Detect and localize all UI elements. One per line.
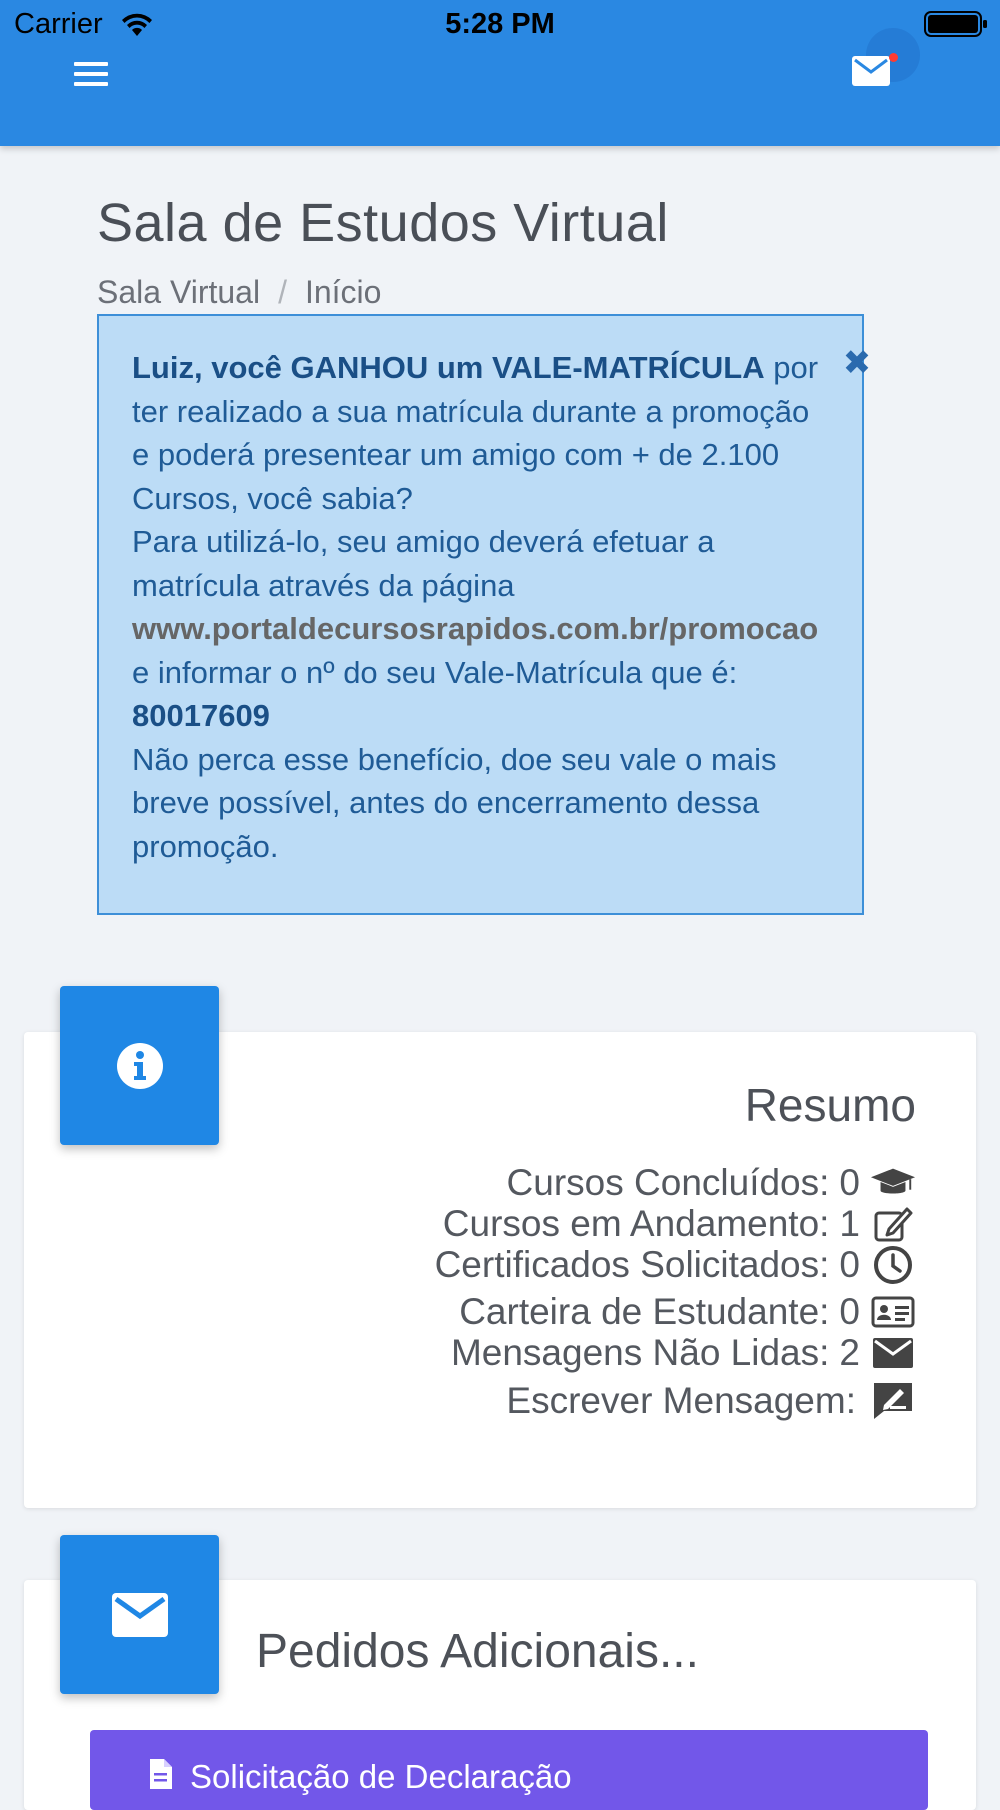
envelope-icon: [60, 1535, 219, 1694]
close-icon[interactable]: ✖: [842, 344, 872, 382]
edit-icon: [870, 1204, 916, 1244]
breadcrumb-current: Início: [304, 274, 382, 310]
resumo-stats-list: [216, 1162, 916, 1421]
solicitacao-declaracao-button[interactable]: [90, 1730, 928, 1810]
promo-link[interactable]: www.portaldecursosrapidos.com.br/promocao: [132, 611, 819, 646]
resumo-title: Resumo: [744, 1079, 916, 1131]
promo-alert: [97, 314, 864, 915]
stat-label: Cursos Concluídos:: [506, 1161, 830, 1203]
voucher-number: 80017609: [132, 698, 270, 733]
info-circle-icon: [60, 986, 219, 1145]
stat-value: 0: [839, 1290, 860, 1332]
stat-certificados[interactable]: [216, 1244, 916, 1285]
breadcrumb: [97, 274, 381, 311]
document-icon: [148, 1758, 174, 1798]
stat-escrever-mensagem[interactable]: [216, 1380, 916, 1421]
app-header: [0, 0, 1000, 146]
alert-instructions-rest: e informar o nº do seu Vale-Matrícula que é:: [132, 654, 738, 690]
stat-cursos-concluidos[interactable]: [216, 1162, 916, 1203]
clock-icon: [870, 1245, 916, 1285]
battery-icon: [924, 10, 988, 43]
alert-closing-text: Não perca esse benefício, doe seu vale o mais breve possível, antes do encerramento dessa promoção.: [132, 741, 777, 864]
stat-value: 0: [839, 1243, 860, 1285]
stat-label: Carteira de Estudante:: [459, 1290, 830, 1332]
page-title: Sala de Estudos Virtual: [97, 193, 669, 253]
stat-label: Certificados Solicitados:: [434, 1243, 830, 1285]
alert-instructions: Para utilizá-lo, seu amigo deverá efetuar a matrícula através da página: [132, 524, 715, 603]
clock-time: 5:28 PM: [445, 8, 555, 40]
pedidos-title: Pedidos Adicionais...: [256, 1625, 699, 1678]
stat-carteira[interactable]: [216, 1291, 916, 1332]
stat-label: Cursos em Andamento:: [442, 1202, 830, 1244]
stat-value: 2: [839, 1331, 860, 1373]
hamburger-menu-icon[interactable]: [74, 62, 108, 92]
stat-label: Escrever Mensagem:: [506, 1379, 856, 1421]
graduation-cap-icon: [870, 1163, 916, 1203]
unread-dot-badge: [889, 53, 898, 62]
breadcrumb-separator: /: [278, 274, 287, 310]
stat-value: 0: [839, 1161, 860, 1203]
stat-label: Mensagens Não Lidas:: [450, 1331, 830, 1373]
stat-mensagens[interactable]: [216, 1332, 916, 1373]
mail-icon[interactable]: [850, 50, 890, 90]
alert-lead-bold: Luiz, você GANHOU um VALE-MATRÍCULA: [132, 350, 765, 385]
status-bar: [0, 0, 1000, 50]
button-label: Solicitação de Declaração: [190, 1758, 572, 1795]
breadcrumb-link-sala-virtual[interactable]: Sala Virtual: [97, 274, 261, 310]
envelope-icon: [870, 1333, 916, 1373]
carrier-label: Carrier: [14, 8, 103, 40]
stat-value: 1: [839, 1202, 860, 1244]
stat-cursos-andamento[interactable]: [216, 1203, 916, 1244]
id-card-icon: [870, 1292, 916, 1332]
alert-lead-text: por ter realizado a sua matrícula durante a promoção e poderá presentear um amigo com + de 2.100 Cursos, você sabia?: [132, 350, 819, 516]
compose-icon: [870, 1381, 916, 1421]
